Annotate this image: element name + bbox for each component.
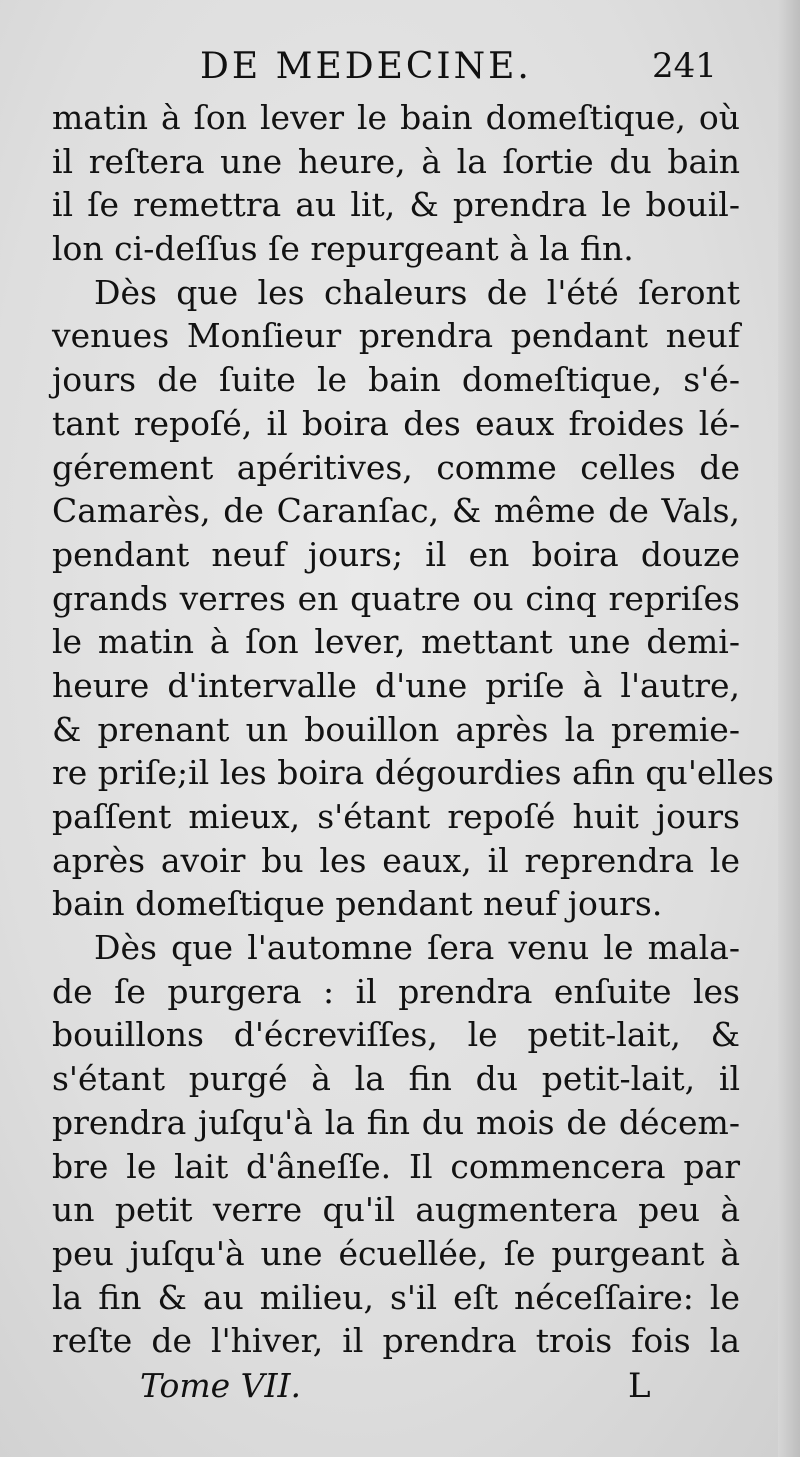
text-line: bre le lait d'âneſſe. Il commencera par <box>52 1146 740 1186</box>
text-line: la fin & au milieu, s'il eſt néceſſaire: le <box>52 1277 740 1317</box>
text-line: le matin à ſon lever, mettant une demi- <box>52 622 740 662</box>
text-line: heure d'intervalle d'une priſe à l'autre, <box>52 665 740 705</box>
text-line: après avoir bu les eaux, il reprendra le <box>52 840 740 880</box>
page-footer <box>0 1366 800 1416</box>
text-line: il reſtera une heure, à la ſortie du bain <box>52 141 740 181</box>
page-gutter-shadow <box>778 0 800 1457</box>
text-line: peu juſqu'à une écuellée, ſe purgeant à <box>52 1233 740 1273</box>
text-line: s'étant purgé à la fin du petit-lait, il <box>52 1059 740 1099</box>
text-line: venues Monſieur prendra pendant neuf <box>52 316 740 356</box>
running-title: DE MEDECINE. <box>200 46 532 87</box>
text-line: gérement apéritives, comme celles de <box>52 447 740 487</box>
page-header <box>0 46 800 96</box>
text-line: & prenant un bouillon après la premie- <box>52 709 740 749</box>
volume-label: Tome VII. <box>140 1366 302 1405</box>
text-line: lon ci-deſſus ſe repurgeant à la fin. <box>52 229 634 269</box>
text-line: paſſent mieux, s'étant repoſé huit jours <box>52 797 740 836</box>
text-line: il ſe remettra au lit, & prendra le bouil- <box>52 185 740 225</box>
text-line: re priſe;il les boira dégourdies afin qu'elles <box>52 753 774 793</box>
signature-mark: L <box>628 1366 651 1406</box>
text-line: reſte de l'hiver, il prendra trois fois la <box>52 1321 740 1361</box>
text-line: matin à ſon lever le bain domeſtique, où <box>52 98 740 137</box>
text-line: bain domeſtique pendant neuf jours. <box>52 884 663 924</box>
text-line: Dès que l'automne ſera venu le mala- <box>94 928 740 968</box>
text-line: bouillons d'écreviſſes, le petit-lait, & <box>52 1015 740 1055</box>
text-line: pendant neuf jours; il en boira douze <box>52 534 740 574</box>
text-line: un petit verre qu'il augmentera peu à <box>52 1190 740 1230</box>
text-line: grands verres en quatre ou cinq repriſes <box>52 578 740 618</box>
text-line: jours de ſuite le bain domeſtique, s'é- <box>52 360 740 400</box>
page-number: 241 <box>652 46 717 86</box>
text-line: prendra juſqu'à la fin du mois de décem- <box>52 1102 740 1142</box>
text-line: Dès que les chaleurs de l'été ſeront <box>94 272 740 312</box>
body-text <box>52 96 774 1363</box>
text-line: de ſe purgera : il prendra enſuite les <box>52 971 740 1011</box>
text-line: tant repoſé, il boira des eaux froides lé- <box>52 403 740 443</box>
text-line: Camarès, de Caranſac, & même de Vals, <box>52 491 740 531</box>
